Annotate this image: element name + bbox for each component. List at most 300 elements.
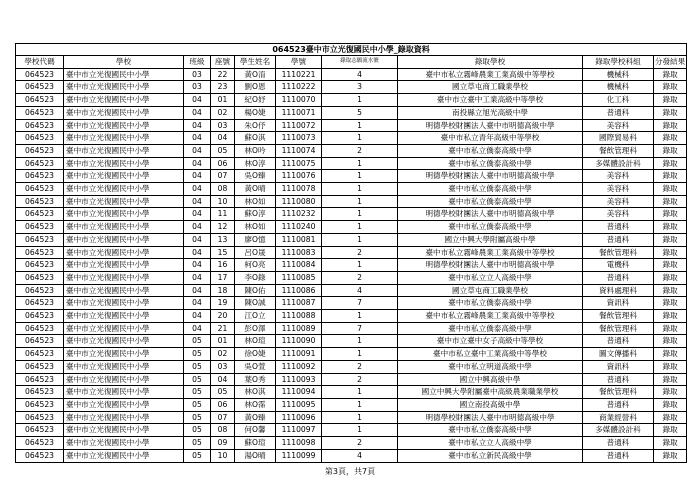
cell-student-id: 1110096 bbox=[276, 411, 322, 424]
cell-admitted-school: 明德學校財團法人臺中市明德高級中學 bbox=[398, 208, 583, 221]
cell-school: 臺中市立光復國民中小學 bbox=[64, 271, 184, 284]
cell-school: 臺中市立光復國民中小學 bbox=[64, 348, 184, 361]
cell-student-id: 1110070 bbox=[276, 94, 322, 107]
cell-seat: 09 bbox=[211, 437, 235, 450]
cell-school-code: 064523 bbox=[16, 81, 64, 94]
cell-admitted-school: 明德學校財團法人臺中市明德高級中學 bbox=[398, 119, 583, 132]
cell-student-name: 朱O伃 bbox=[235, 119, 276, 132]
cell-class: 04 bbox=[184, 157, 211, 170]
cell-result: 錄取 bbox=[654, 208, 687, 221]
cell-admitted-school: 國立南投高級中學 bbox=[398, 398, 583, 411]
cell-school-code: 064523 bbox=[16, 284, 64, 297]
cell-seat: 02 bbox=[211, 106, 235, 119]
cell-school-code: 064523 bbox=[16, 259, 64, 272]
cell-class: 04 bbox=[184, 208, 211, 221]
cell-result: 錄取 bbox=[654, 386, 687, 399]
cell-admitted-dept: 普通科 bbox=[583, 449, 654, 462]
cell-student-id: 1110083 bbox=[276, 246, 322, 259]
cell-school: 臺中市立光復國民中小學 bbox=[64, 437, 184, 450]
cell-choice-serial: 7 bbox=[322, 322, 398, 335]
cell-choice-serial: 7 bbox=[322, 297, 398, 310]
cell-result: 錄取 bbox=[654, 411, 687, 424]
cell-school: 臺中市立光復國民中小學 bbox=[64, 360, 184, 373]
cell-choice-serial: 4 bbox=[322, 68, 398, 81]
cell-admitted-dept: 資訊科 bbox=[583, 297, 654, 310]
cell-school: 臺中市立光復國民中小學 bbox=[64, 424, 184, 437]
cell-admitted-school: 臺中市私立霧峰農業工業高級中等學校 bbox=[398, 246, 583, 259]
cell-student-name: 林O瑄 bbox=[235, 335, 276, 348]
cell-admitted-school: 臺中市私立立人高級中學 bbox=[398, 271, 583, 284]
cell-student-id: 1110098 bbox=[276, 437, 322, 450]
cell-admitted-dept: 普通科 bbox=[583, 221, 654, 234]
table-body bbox=[16, 68, 687, 462]
cell-student-name: 吳O臻 bbox=[235, 170, 276, 183]
cell-choice-serial: 1 bbox=[322, 208, 398, 221]
cell-student-id: 1110087 bbox=[276, 297, 322, 310]
cell-admitted-school: 明德學校財團法人臺中市明德高級中學 bbox=[398, 411, 583, 424]
cell-seat: 05 bbox=[211, 386, 235, 399]
cell-admitted-school: 國立草屯商工職業學校 bbox=[398, 81, 583, 94]
cell-choice-serial: 1 bbox=[322, 259, 398, 272]
cell-student-name: 蘇O淇 bbox=[235, 132, 276, 145]
cell-student-id: 1110095 bbox=[276, 398, 322, 411]
cell-school-code: 064523 bbox=[16, 94, 64, 107]
cell-school-code: 064523 bbox=[16, 398, 64, 411]
cell-class: 04 bbox=[184, 297, 211, 310]
cell-school: 臺中市立光復國民中小學 bbox=[64, 144, 184, 157]
cell-school-code: 064523 bbox=[16, 195, 64, 208]
cell-admitted-dept: 普通科 bbox=[583, 271, 654, 284]
cell-choice-serial: 2 bbox=[322, 271, 398, 284]
cell-result: 錄取 bbox=[654, 119, 687, 132]
cell-school: 臺中市立光復國民中小學 bbox=[64, 233, 184, 246]
cell-choice-serial: 1 bbox=[322, 424, 398, 437]
cell-seat: 22 bbox=[211, 68, 235, 81]
cell-admitted-dept: 餐飲管理科 bbox=[583, 246, 654, 259]
cell-result: 錄取 bbox=[654, 183, 687, 196]
cell-school: 臺中市立光復國民中小學 bbox=[64, 208, 184, 221]
cell-school: 臺中市立光復國民中小學 bbox=[64, 81, 184, 94]
cell-student-id: 1110232 bbox=[276, 208, 322, 221]
cell-admitted-dept: 美容科 bbox=[583, 119, 654, 132]
cell-seat: 12 bbox=[211, 221, 235, 234]
cell-admitted-dept: 化工科 bbox=[583, 94, 654, 107]
cell-admitted-dept: 圖文傳播科 bbox=[583, 348, 654, 361]
table-row bbox=[16, 259, 687, 272]
cell-choice-serial: 1 bbox=[322, 386, 398, 399]
cell-admitted-dept: 機械科 bbox=[583, 81, 654, 94]
cell-choice-serial: 1 bbox=[322, 348, 398, 361]
cell-school-code: 064523 bbox=[16, 348, 64, 361]
cell-school: 臺中市立光復國民中小學 bbox=[64, 322, 184, 335]
cell-choice-serial: 5 bbox=[322, 106, 398, 119]
cell-result: 錄取 bbox=[654, 322, 687, 335]
cell-student-id: 1110240 bbox=[276, 221, 322, 234]
cell-admitted-school: 臺中市私立新民高級中學 bbox=[398, 449, 583, 462]
cell-choice-serial: 2 bbox=[322, 246, 398, 259]
cell-admitted-dept: 普通科 bbox=[583, 106, 654, 119]
cell-admitted-school: 臺中市私立僑泰高級中學 bbox=[398, 157, 583, 170]
cell-student-name: 陳O誠 bbox=[235, 297, 276, 310]
table-row bbox=[16, 246, 687, 259]
cell-class: 04 bbox=[184, 183, 211, 196]
cell-student-id: 1110093 bbox=[276, 373, 322, 386]
cell-admitted-dept: 普通科 bbox=[583, 233, 654, 246]
cell-student-name: 黃O臻 bbox=[235, 411, 276, 424]
cell-admitted-dept: 餐飲管理科 bbox=[583, 144, 654, 157]
cell-student-id: 1110099 bbox=[276, 449, 322, 462]
table-row bbox=[16, 68, 687, 81]
header-class: 班級 bbox=[184, 56, 211, 69]
cell-school: 臺中市立光復國民中小學 bbox=[64, 132, 184, 145]
table-row bbox=[16, 335, 687, 348]
cell-choice-serial: 1 bbox=[322, 94, 398, 107]
cell-class: 03 bbox=[184, 68, 211, 81]
cell-admitted-school: 臺中市私立立人高級中學 bbox=[398, 437, 583, 450]
cell-admitted-school: 臺中市私立僑泰高級中學 bbox=[398, 144, 583, 157]
cell-school-code: 064523 bbox=[16, 106, 64, 119]
cell-school-code: 064523 bbox=[16, 373, 64, 386]
cell-school: 臺中市立光復國民中小學 bbox=[64, 195, 184, 208]
cell-admitted-dept: 普通科 bbox=[583, 437, 654, 450]
cell-seat: 03 bbox=[211, 360, 235, 373]
cell-choice-serial: 1 bbox=[322, 157, 398, 170]
cell-admitted-dept: 多媒體設計科 bbox=[583, 424, 654, 437]
cell-student-name: 林O如 bbox=[235, 195, 276, 208]
cell-class: 05 bbox=[184, 386, 211, 399]
cell-school-code: 064523 bbox=[16, 68, 64, 81]
cell-student-id: 1110089 bbox=[276, 322, 322, 335]
cell-student-name: 林O吟 bbox=[235, 144, 276, 157]
cell-seat: 16 bbox=[211, 259, 235, 272]
table-row bbox=[16, 157, 687, 170]
cell-admitted-dept: 美容科 bbox=[583, 170, 654, 183]
table-row bbox=[16, 284, 687, 297]
cell-school: 臺中市立光復國民中小學 bbox=[64, 157, 184, 170]
cell-student-name: 林O淳 bbox=[235, 157, 276, 170]
header-seat: 座號 bbox=[211, 56, 235, 69]
cell-choice-serial: 2 bbox=[322, 437, 398, 450]
cell-school: 臺中市立光復國民中小學 bbox=[64, 284, 184, 297]
cell-school-code: 064523 bbox=[16, 437, 64, 450]
table-row bbox=[16, 221, 687, 234]
cell-school-code: 064523 bbox=[16, 297, 64, 310]
cell-result: 錄取 bbox=[654, 68, 687, 81]
cell-class: 04 bbox=[184, 259, 211, 272]
cell-choice-serial: 1 bbox=[322, 132, 398, 145]
cell-admitted-school: 臺中市立臺中女子高級中等學校 bbox=[398, 335, 583, 348]
cell-result: 錄取 bbox=[654, 284, 687, 297]
cell-seat: 23 bbox=[211, 81, 235, 94]
cell-school: 臺中市立光復國民中小學 bbox=[64, 297, 184, 310]
table-row bbox=[16, 233, 687, 246]
cell-seat: 15 bbox=[211, 246, 235, 259]
cell-student-name: 徐O婕 bbox=[235, 348, 276, 361]
admission-table-sheet bbox=[15, 43, 686, 463]
table-row bbox=[16, 119, 687, 132]
cell-seat: 01 bbox=[211, 94, 235, 107]
cell-seat: 08 bbox=[211, 183, 235, 196]
cell-student-name: 林O如 bbox=[235, 221, 276, 234]
cell-admitted-school: 臺中市立臺中工業高級中等學校 bbox=[398, 94, 583, 107]
cell-student-id: 1110086 bbox=[276, 284, 322, 297]
cell-class: 05 bbox=[184, 437, 211, 450]
cell-admitted-dept: 國際貿易科 bbox=[583, 132, 654, 145]
cell-admitted-dept: 資料處理科 bbox=[583, 284, 654, 297]
cell-admitted-dept: 多媒體設計科 bbox=[583, 157, 654, 170]
table-title: 064523臺中市立光復國民中小學_錄取資料 bbox=[16, 44, 687, 56]
cell-school: 臺中市立光復國民中小學 bbox=[64, 310, 184, 323]
cell-admitted-dept: 餐飲管理科 bbox=[583, 310, 654, 323]
cell-result: 錄取 bbox=[654, 157, 687, 170]
cell-class: 05 bbox=[184, 360, 211, 373]
cell-school-code: 064523 bbox=[16, 246, 64, 259]
cell-school-code: 064523 bbox=[16, 170, 64, 183]
cell-admitted-school: 明德學校財團法人臺中市明德高級中學 bbox=[398, 170, 583, 183]
cell-student-id: 1110073 bbox=[276, 132, 322, 145]
table-row bbox=[16, 271, 687, 284]
table-row bbox=[16, 208, 687, 221]
table-row bbox=[16, 170, 687, 183]
cell-result: 錄取 bbox=[654, 246, 687, 259]
cell-admitted-school: 臺中市私立僑泰高級中學 bbox=[398, 322, 583, 335]
cell-choice-serial: 1 bbox=[322, 221, 398, 234]
cell-admitted-school: 臺中市私立僑泰高級中學 bbox=[398, 183, 583, 196]
admission-table bbox=[15, 43, 687, 463]
cell-student-name: 柯O亮 bbox=[235, 259, 276, 272]
cell-admitted-dept: 美容科 bbox=[583, 208, 654, 221]
cell-choice-serial: 1 bbox=[322, 398, 398, 411]
table-row bbox=[16, 94, 687, 107]
cell-school: 臺中市立光復國民中小學 bbox=[64, 221, 184, 234]
cell-student-name: 林O霈 bbox=[235, 398, 276, 411]
cell-class: 05 bbox=[184, 373, 211, 386]
cell-student-name: 蘇O瑄 bbox=[235, 437, 276, 450]
cell-school-code: 064523 bbox=[16, 360, 64, 373]
cell-seat: 21 bbox=[211, 322, 235, 335]
cell-school-code: 064523 bbox=[16, 424, 64, 437]
cell-student-name: 蘇O淳 bbox=[235, 208, 276, 221]
cell-student-name: 李O錄 bbox=[235, 271, 276, 284]
cell-school-code: 064523 bbox=[16, 119, 64, 132]
cell-school: 臺中市立光復國民中小學 bbox=[64, 449, 184, 462]
table-row bbox=[16, 411, 687, 424]
cell-student-id: 1110088 bbox=[276, 310, 322, 323]
cell-admitted-school: 臺中市私立明道高級中學 bbox=[398, 360, 583, 373]
cell-school: 臺中市立光復國民中小學 bbox=[64, 246, 184, 259]
cell-student-id: 1110078 bbox=[276, 183, 322, 196]
table-row bbox=[16, 437, 687, 450]
cell-admitted-school: 臺中市私立僑泰高級中學 bbox=[398, 221, 583, 234]
cell-seat: 17 bbox=[211, 271, 235, 284]
cell-result: 錄取 bbox=[654, 348, 687, 361]
cell-result: 錄取 bbox=[654, 360, 687, 373]
cell-school: 臺中市立光復國民中小學 bbox=[64, 398, 184, 411]
cell-admitted-dept: 餐飲管理科 bbox=[583, 386, 654, 399]
cell-seat: 01 bbox=[211, 335, 235, 348]
cell-class: 04 bbox=[184, 233, 211, 246]
table-row bbox=[16, 81, 687, 94]
cell-student-name: 陳O佑 bbox=[235, 284, 276, 297]
cell-school-code: 064523 bbox=[16, 221, 64, 234]
cell-admitted-dept: 普通科 bbox=[583, 373, 654, 386]
cell-school-code: 064523 bbox=[16, 271, 64, 284]
cell-student-name: 葉O秀 bbox=[235, 373, 276, 386]
cell-seat: 19 bbox=[211, 297, 235, 310]
table-row bbox=[16, 297, 687, 310]
cell-admitted-school: 國立草屯商工職業學校 bbox=[398, 284, 583, 297]
table-row bbox=[16, 144, 687, 157]
cell-result: 錄取 bbox=[654, 221, 687, 234]
cell-result: 錄取 bbox=[654, 144, 687, 157]
cell-student-id: 1110085 bbox=[276, 271, 322, 284]
cell-result: 錄取 bbox=[654, 398, 687, 411]
cell-class: 04 bbox=[184, 246, 211, 259]
table-row bbox=[16, 310, 687, 323]
cell-result: 錄取 bbox=[654, 106, 687, 119]
cell-admitted-school: 南投縣立旭光高級中學 bbox=[398, 106, 583, 119]
cell-school: 臺中市立光復國民中小學 bbox=[64, 183, 184, 196]
header-admitted-school: 錄取學校 bbox=[398, 56, 583, 69]
header-school-code: 學校代碼 bbox=[16, 56, 64, 69]
cell-student-name: 江O立 bbox=[235, 310, 276, 323]
cell-admitted-school: 臺中市私立霧峰農業工業高級中等學校 bbox=[398, 68, 583, 81]
cell-student-id: 1110076 bbox=[276, 170, 322, 183]
cell-choice-serial: 1 bbox=[322, 170, 398, 183]
table-row bbox=[16, 106, 687, 119]
cell-class: 05 bbox=[184, 348, 211, 361]
cell-student-name: 林O淇 bbox=[235, 386, 276, 399]
cell-student-name: 呂O晟 bbox=[235, 246, 276, 259]
cell-seat: 11 bbox=[211, 208, 235, 221]
cell-admitted-dept: 普通科 bbox=[583, 335, 654, 348]
cell-choice-serial: 1 bbox=[322, 335, 398, 348]
cell-choice-serial: 1 bbox=[322, 183, 398, 196]
cell-admitted-school: 臺中市私立臺中工業高級中等學校 bbox=[398, 348, 583, 361]
cell-student-name: 吳O萱 bbox=[235, 360, 276, 373]
cell-student-id: 1110221 bbox=[276, 68, 322, 81]
cell-choice-serial: 3 bbox=[322, 81, 398, 94]
cell-school-code: 064523 bbox=[16, 157, 64, 170]
cell-admitted-dept: 資訊科 bbox=[583, 360, 654, 373]
cell-class: 04 bbox=[184, 271, 211, 284]
cell-admitted-dept: 餐飲管理科 bbox=[583, 322, 654, 335]
cell-class: 04 bbox=[184, 170, 211, 183]
cell-school: 臺中市立光復國民中小學 bbox=[64, 259, 184, 272]
cell-student-id: 1110090 bbox=[276, 335, 322, 348]
cell-class: 04 bbox=[184, 322, 211, 335]
cell-seat: 05 bbox=[211, 144, 235, 157]
table-row bbox=[16, 348, 687, 361]
cell-school-code: 064523 bbox=[16, 322, 64, 335]
cell-choice-serial: 1 bbox=[322, 195, 398, 208]
header-student-name: 學生姓名 bbox=[235, 56, 276, 69]
cell-seat: 07 bbox=[211, 411, 235, 424]
cell-class: 04 bbox=[184, 284, 211, 297]
cell-admitted-dept: 美容科 bbox=[583, 183, 654, 196]
cell-school-code: 064523 bbox=[16, 183, 64, 196]
cell-result: 錄取 bbox=[654, 335, 687, 348]
cell-seat: 08 bbox=[211, 424, 235, 437]
cell-choice-serial: 2 bbox=[322, 373, 398, 386]
cell-class: 03 bbox=[184, 81, 211, 94]
cell-student-id: 1110081 bbox=[276, 233, 322, 246]
cell-seat: 20 bbox=[211, 310, 235, 323]
cell-admitted-school: 明德學校財團法人臺中市明德高級中學 bbox=[398, 259, 583, 272]
cell-student-name: 廖O憶 bbox=[235, 233, 276, 246]
cell-student-id: 1110072 bbox=[276, 119, 322, 132]
cell-admitted-school: 臺中市私立僑泰高級中學 bbox=[398, 297, 583, 310]
cell-admitted-school: 臺中市私立霧峰農業工業高級中等學校 bbox=[398, 310, 583, 323]
cell-school-code: 064523 bbox=[16, 208, 64, 221]
cell-result: 錄取 bbox=[654, 373, 687, 386]
cell-school-code: 064523 bbox=[16, 449, 64, 462]
table-row bbox=[16, 373, 687, 386]
cell-school: 臺中市立光復國民中小學 bbox=[64, 68, 184, 81]
cell-seat: 06 bbox=[211, 398, 235, 411]
cell-student-id: 1110071 bbox=[276, 106, 322, 119]
cell-choice-serial: 2 bbox=[322, 360, 398, 373]
cell-school: 臺中市立光復國民中小學 bbox=[64, 170, 184, 183]
cell-school: 臺中市立光復國民中小學 bbox=[64, 373, 184, 386]
cell-school: 臺中市立光復國民中小學 bbox=[64, 386, 184, 399]
cell-school-code: 064523 bbox=[16, 411, 64, 424]
header-result: 分發結果 bbox=[654, 56, 687, 69]
cell-admitted-dept: 機械科 bbox=[583, 68, 654, 81]
cell-result: 錄取 bbox=[654, 310, 687, 323]
cell-class: 04 bbox=[184, 106, 211, 119]
header-row bbox=[16, 56, 687, 69]
cell-student-name: 紀O妤 bbox=[235, 94, 276, 107]
cell-student-name: 劉O恩 bbox=[235, 81, 276, 94]
cell-school: 臺中市立光復國民中小學 bbox=[64, 94, 184, 107]
cell-student-id: 1110075 bbox=[276, 157, 322, 170]
cell-class: 04 bbox=[184, 144, 211, 157]
cell-class: 05 bbox=[184, 424, 211, 437]
cell-admitted-dept: 電機科 bbox=[583, 259, 654, 272]
cell-school: 臺中市立光復國民中小學 bbox=[64, 119, 184, 132]
cell-student-name: 彭O澤 bbox=[235, 322, 276, 335]
header-admitted-dept: 錄取學校科組 bbox=[583, 56, 654, 69]
table-row bbox=[16, 424, 687, 437]
cell-student-id: 1110094 bbox=[276, 386, 322, 399]
cell-seat: 03 bbox=[211, 119, 235, 132]
cell-student-id: 1110080 bbox=[276, 195, 322, 208]
cell-school-code: 064523 bbox=[16, 233, 64, 246]
cell-student-id: 1110097 bbox=[276, 424, 322, 437]
cell-class: 05 bbox=[184, 411, 211, 424]
cell-admitted-dept: 普通科 bbox=[583, 398, 654, 411]
cell-school: 臺中市立光復國民中小學 bbox=[64, 335, 184, 348]
cell-class: 05 bbox=[184, 335, 211, 348]
cell-student-id: 1110091 bbox=[276, 348, 322, 361]
cell-school: 臺中市立光復國民中小學 bbox=[64, 106, 184, 119]
cell-admitted-school: 國立中興高級中學 bbox=[398, 373, 583, 386]
cell-result: 錄取 bbox=[654, 132, 687, 145]
cell-student-id: 1110074 bbox=[276, 144, 322, 157]
cell-result: 錄取 bbox=[654, 449, 687, 462]
cell-choice-serial: 4 bbox=[322, 449, 398, 462]
cell-result: 錄取 bbox=[654, 170, 687, 183]
cell-admitted-school: 臺中市私立僑泰高級中學 bbox=[398, 195, 583, 208]
cell-school: 臺中市立光復國民中小學 bbox=[64, 411, 184, 424]
cell-admitted-school: 國立中興大學附屬高級中學 bbox=[398, 233, 583, 246]
cell-admitted-school: 國立中興大學附屬臺中高級農業職業學校 bbox=[398, 386, 583, 399]
header-choice-serial: 錄取志願流水號 bbox=[322, 56, 398, 69]
cell-seat: 10 bbox=[211, 449, 235, 462]
cell-choice-serial: 1 bbox=[322, 411, 398, 424]
cell-admitted-dept: 商業經營科 bbox=[583, 411, 654, 424]
